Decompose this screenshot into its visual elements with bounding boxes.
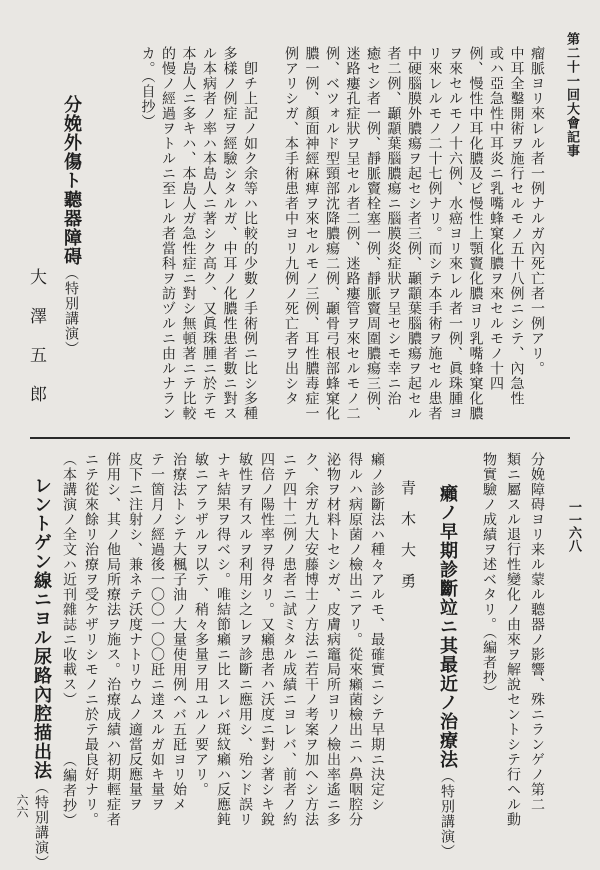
text-line: 例、慢性中耳化膿及ビ慢性上顎竇化膿ヨリ乳嘴蜂窠化膿 xyxy=(467,46,484,421)
text-line: 併用シ、其ノ他局所療法ヲ施ス。治療成績ハ初期輕症者 xyxy=(105,452,121,827)
lecture-title-urography xyxy=(28,476,54,870)
lecture-title-text: 分娩外傷ト聽器障碍 xyxy=(61,95,82,266)
lecture-title-text: 癩ノ早期診斷竝ニ其最近ノ治療法 xyxy=(437,484,458,769)
text-line: テ一箇月ノ經過後一〇〇一〇〇瓩ニ達スルガ如キ量ヲ xyxy=(149,452,165,812)
text-line: 得ルハ病原菌ノ檢出ニアリ。從來癩菌檢出ニハ鼻咽腔分 xyxy=(347,452,363,827)
text-line: カ。（自抄） xyxy=(139,46,156,129)
text-line: 或ハ亞急性中耳炎ニ乳嘴蜂窠化膿ヲ來セルモノ十四 xyxy=(488,46,504,391)
lecture-title-otology xyxy=(58,95,84,415)
text-line: ナキ結果ヲ得ベシ。唯結節癩ニ比スレバ斑紋癩ハ反應鈍 xyxy=(215,452,231,827)
text-line: 的慢ノ經過ヲトルニ至レル者當科ヲ訪ヅルニ由ルナラン xyxy=(160,46,176,421)
text-line: （本講演ノ全文ハ近刊雜誌ニ收載ス） （編者抄） xyxy=(61,452,77,828)
text-line: 類ニ屬スル退行性變化ノ由來ヲ解說セントシテ行ヘル動 xyxy=(505,452,521,827)
text-line: 分娩障碍ヨリ来ル蒙ル聽器ノ影響、殊ニランゲノ第二 xyxy=(529,452,545,812)
text-line: 皮下ニ注射シ、兼ネテ沃度ナトリウムノ適當反應量ヲ xyxy=(127,452,143,812)
text-line: リ來レルモノ二十七例ナリ。而シテ本手術ヲ施セル患者 xyxy=(426,46,443,421)
text-line: 敏ニアラザルヲ以テ、稍々多量ヲ用ユルノ要アリ。 xyxy=(193,452,209,797)
text-line: 泌物ヲ材料トセシガ、皮膚病竈局所ヨリノ檢出率遙ニ多 xyxy=(325,452,341,827)
lecture-author: 大澤五郎 xyxy=(26,268,46,424)
text-line: 例、ベツォルド型頸部沈降膿瘍二例、顳骨弓根部蜂窠化 xyxy=(324,46,340,421)
text-line: ル本病者ノ率ハ本島人ニ著シク高ク、又眞珠腫ニ於テモ xyxy=(201,46,217,421)
page-number: 一一六八 xyxy=(566,500,581,552)
text-line: 治療法トシテ大楓子油ノ大量使用例ヘバ五瓩ヨリ始メ xyxy=(171,452,187,812)
text-line: 本島人ニ多キハ、本島人ガ急性症ニ對シ無頓著ニテ比較 xyxy=(180,46,197,421)
text-line: 多樣ノ例症ヲ經驗シタルガ、中耳ノ化膿性患者數ニ對ス xyxy=(221,46,238,421)
text-line: 癩ノ診斷法ハ種々アルモ、最確實ニシテ早期ニ決定シ xyxy=(369,452,385,812)
text-line: 中硬腦膜外膿瘍ヲ起セシ者三例、顳顬葉腦膿瘍ヲ起セル xyxy=(406,46,422,421)
text-line: 例アリシガ、本手術患者中ヨリ九例ノ死亡者ヲ出シタ xyxy=(283,46,299,406)
lecture-author: 青木大勇 xyxy=(399,480,417,604)
lecture-title-note: （特別講演） xyxy=(63,266,79,356)
text-line: 敏性ヲ有スルヲ利用シ之レヲ診斷ニ應用シ、殆ンド誤リ xyxy=(237,452,253,827)
text-line: 中耳全鑿開術ヲ施行セルモノ五十八例ニシテ、內急性 xyxy=(508,46,525,406)
bottom-page-number: 六六 xyxy=(15,794,29,818)
section-divider xyxy=(30,437,570,439)
text-line: 癒セシ者一例、靜脈竇栓塞一例、靜脈竇周圍膿瘍三例、 xyxy=(365,46,381,421)
text-line: 四倍ノ陽性率ヲ得タリ。又癩患者ハ沃度ニ對シ著シキ銳 xyxy=(259,452,275,827)
text-line: ヲ來セルモノ十六例、水癌ヨリ來レル者一例、眞珠腫ヨ xyxy=(447,46,463,421)
text-line: 迷路瘻孔症狀ヲ呈セル者二例、迷路瘻管ヲ來セルモノ二 xyxy=(344,46,361,421)
running-header: 第二十一回大會記事 xyxy=(564,32,579,158)
text-line: 者二例、顳顬葉腦膿瘍ニ腦膜炎症狀ヲ呈セシモ幸ニ治 xyxy=(385,46,402,406)
text-line: 膿一例、顏面神經麻痺ヲ來セルモノ三例、耳性膿毒症一 xyxy=(303,46,320,421)
lecture-title-note: （特別講演） xyxy=(439,769,455,859)
lecture-title-leprosy xyxy=(434,484,460,859)
text-line: 卽チ上記ノ如ク余等ハ比較的少數ノ手術例ニ比シ多種 xyxy=(242,46,258,421)
text-line: 瘤脈ヨリ來レル者一例ナルガ內死亡者一例アリ。 xyxy=(529,46,545,376)
text-line: ニテ四十二例ノ患者ニ試ミタル成績ニヨレバ、前者ノ約 xyxy=(281,452,297,827)
text-line: ク、余ガ九大安藤博士ノ方法ニ若干ノ考案ヲ加ヘシ方法 xyxy=(303,452,319,827)
lecture-title-note: （特別講演） xyxy=(33,780,49,870)
text-line: ニテ從來餘リ治療ヲ受ケザリシモノニ於テ最良好ナリ。 xyxy=(83,452,99,827)
lecture-title-text: レントゲン線ニヨル尿路內腔描出法 xyxy=(31,476,52,780)
text-line: 物實驗ノ成績ヲ述ベタリ。（編者抄） xyxy=(481,452,497,700)
